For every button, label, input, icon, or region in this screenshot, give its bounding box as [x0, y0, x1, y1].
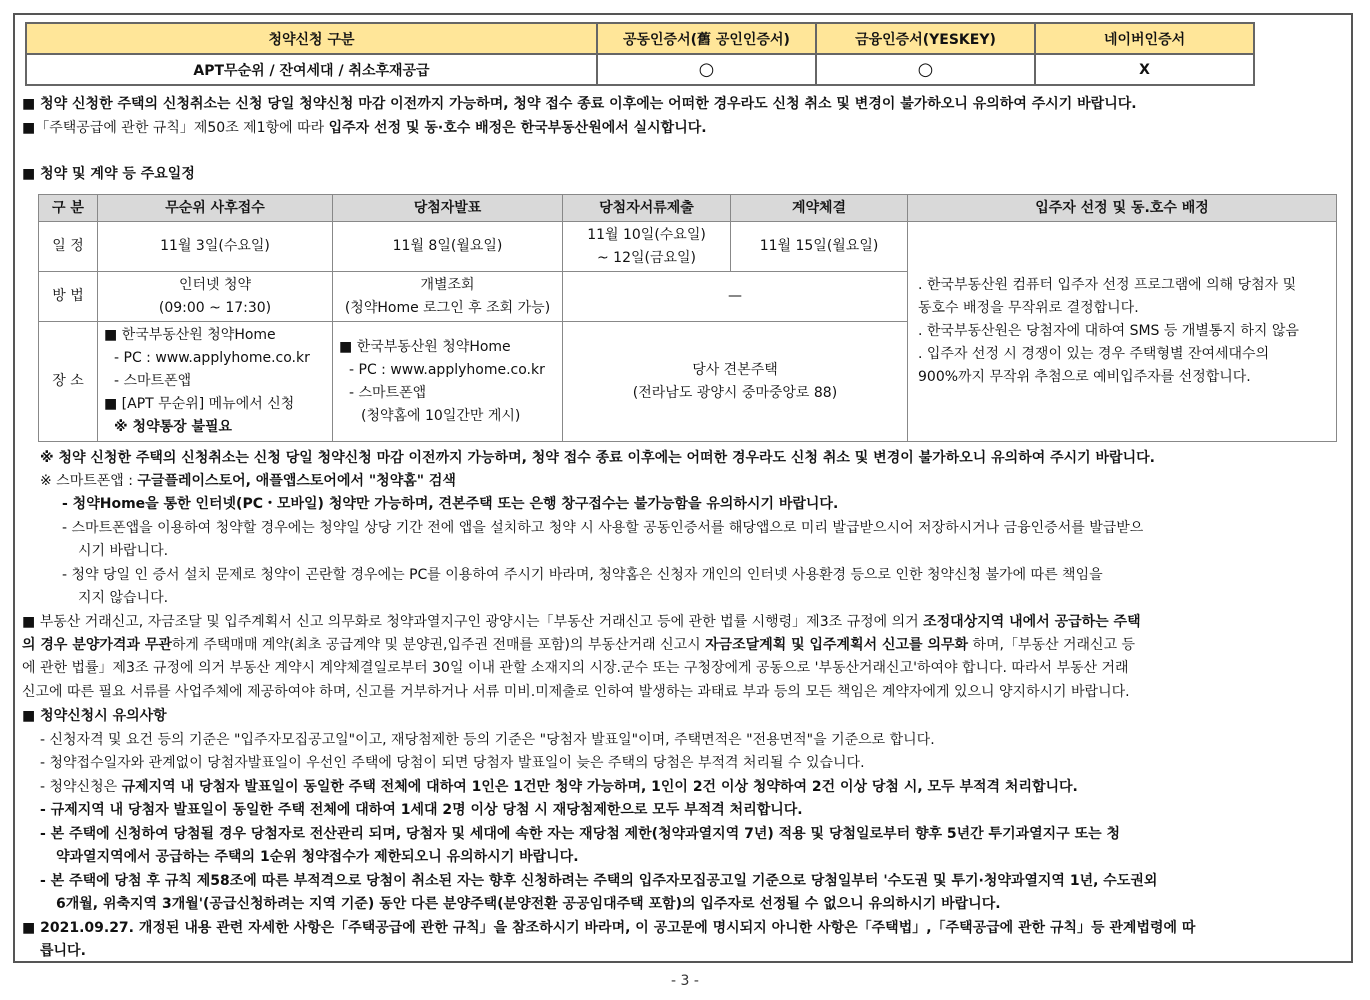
sched-place-model-house: 당사 견본주택 (전라남도 광양시 중마중앙로 88) [563, 322, 908, 442]
caution-6a: - 본 주택에 당첨 후 규칙 제58조에 따른 부적격으로 당첨이 취소된 자는 향후 신청하려는 주택의 입주자모집공고일 기준으로 당첨일부터 '수도권 및 투기·청약과열지역 1년, 수도권외 [40, 873, 1158, 889]
note-smartphone-app: ※ 스마트폰앱 : 구글플레이스토어, 애플앱스토어에서 "청약홈" 검색 [40, 473, 456, 489]
final-line-2: 릅니다. [40, 943, 86, 959]
sched-date-docs: 11월 10일(수요일) ~ 12일(금요일) [563, 222, 731, 272]
sched-date-announce: 11월 8일(월요일) [333, 222, 563, 272]
sched-header-docs: 당첨자서류제출 [563, 195, 731, 222]
cert-header-naver: 네이버인증서 [1035, 23, 1254, 54]
page-number: - 3 - [671, 973, 699, 989]
sched-assign-notes: . 한국부동산원 컴퓨터 입주자 선정 프로그램에 의해 당첨자 및 동호수 배정을 무작위로 결정합니다. . 한국부동산원은 당첨자에 대하여 SMS 등 개별통지 하지 않음 . 입주자 선정 시 경쟁이 있는 경우 주택형별 잔여세대수의 900%까지 무작위 추첨으로 예비입주자를 선정합니다. [908, 222, 1337, 442]
app-line-1: - 청약Home을 통한 인터넷(PC・모바일) 청약만 가능하며, 견본주택 또는 은행 창구접수는 불가능함을 유의하시기 바랍니다. [62, 496, 839, 512]
bullet-square: ■ [22, 120, 36, 136]
sched-date-contract: 11월 15일(월요일) [731, 222, 908, 272]
caution-5a: - 본 주택에 신청하여 당첨될 경우 당첨자로 전산관리 되며, 당첨자 및 세대에 속한 자는 재당첨 제한(청약과열지역 7년) 적용 및 당첨일로부터 향후 5년간 투기과열지구 또는 청 [40, 826, 1121, 842]
certificate-table [25, 22, 1255, 86]
sched-row-method-label: 방 법 [39, 272, 98, 322]
sched-place-announce: ■ 한국부동산원 청약Home - PC : www.applyhome.co.kr - 스마트폰앱 (청약홈에 10일간만 게시) [333, 322, 563, 442]
notice-rule: ■「주택공급에 관한 규칙」제50조 제1항에 따라 입주자 선정 및 동·호수 배정은 한국부동산원에서 실시합니다. [22, 120, 707, 136]
sched-header-assign: 입주자 선정 및 동.호수 배정 [908, 195, 1337, 222]
realestate-line-2: 의 경우 분양가격과 무관하게 주택매매 계약(최초 공급계약 및 분양권,입주권 전매를 포함)의 부동산거래 신고시 자금조달계획 및 입주계획서 신고를 의무화 하며,「부동산 거래신고 등 [22, 637, 1136, 653]
app-line-3b: 지지 않습니다. [78, 590, 169, 606]
caution-title: ■ 청약신청시 유의사항 [22, 708, 167, 724]
sched-header-category: 구 분 [39, 195, 98, 222]
cert-row-naver: X [1035, 54, 1254, 85]
bullet-square: ■ [22, 614, 36, 630]
cert-row-financial: ○ [816, 54, 1035, 85]
app-line-3a: - 청약 당일 인 증서 설치 문제로 청약이 곤란할 경우에는 PC를 이용하여 주시기 바라며, 청약홈은 신청자 개인의 인터넷 사용환경 등으로 인한 청약신청 불가에 따른 책임을 [62, 567, 1103, 583]
sched-method-postapply: 인터넷 청약 (09:00 ~ 17:30) [98, 272, 333, 322]
caution-6b: 6개월, 위축지역 3개월'(공급신청하려는 지역 기준) 동안 다른 분양주택(분양전환 공공임대주택 포함)의 입주자로 선정될 수 없으니 유의하시기 바랍니다. [56, 896, 1001, 912]
final-line-1: ■ 2021.09.27. 개정된 내용 관련 자세한 사항은「주택공급에 관한 규칙」을 참조하시기 바라며, 이 공고문에 명시되지 아니한 사항은「주택법」,「주택공급에 관한 규칙」등 관계법령에 따 [22, 920, 1196, 936]
caution-5b: 약과열지역에서 공급하는 주택의 1순위 청약접수가 제한되오니 유의하시기 바랍니다. [56, 849, 579, 865]
sched-method-docs-contract: — [563, 272, 908, 322]
bullet-square: ■ [22, 708, 36, 724]
bullet-square: ■ [22, 166, 36, 182]
notice-cancel: ■ 청약 신청한 주택의 신청취소는 신청 당일 청약신청 마감 이전까지 가능하며, 청약 접수 종료 이후에는 어떠한 경우라도 신청 취소 및 변경이 불가하오니 유의하여 주시기 바랍니다. [22, 96, 1137, 112]
cert-header-joint: 공동인증서(舊 공인인증서) [597, 23, 816, 54]
app-line-2b: 시기 바랍니다. [78, 543, 169, 559]
app-line-2a: - 스마트폰앱을 이용하여 청약할 경우에는 청약일 상당 기간 전에 앱을 설치하고 청약 시 사용할 공동인증서를 해당앱으로 미리 발급받으시어 저장하시거나 금융인증서를 발급받으 [62, 520, 1144, 536]
schedule-table [38, 194, 1337, 442]
sched-date-postapply: 11월 3일(수요일) [98, 222, 333, 272]
caution-4: - 규제지역 내 당첨자 발표일이 동일한 주택 전체에 대하여 1세대 2명 이상 당첨 시 재당첨제한으로 모두 부적격 처리합니다. [40, 802, 803, 818]
realestate-line-1: ■ 부동산 거래신고, 자금조달 및 입주계획서 신고 의무화로 청약과열지구인 광양시는「부동산 거래신고 등에 관한 법률 시행령」제3조 규정에 의거 조정대상지역 내에서 공급하는 주택 [22, 614, 1141, 630]
caution-3: - 청약신청은 규제지역 내 당첨자 발표일이 동일한 주택 전체에 대하여 1인은 1건만 청약 가능하며, 1인이 2건 이상 청약하여 2건 이상 당첨 시, 모두 부적격 처리합니다. [40, 779, 1078, 795]
cert-row-type: APT무순위 / 잔여세대 / 취소후재공급 [26, 54, 597, 85]
cert-header-type: 청약신청 구분 [26, 23, 597, 54]
sched-header-postapply: 무순위 사후접수 [98, 195, 333, 222]
schedule-title: ■ 청약 및 계약 등 주요일정 [22, 166, 195, 182]
bullet-square: ■ [22, 920, 36, 936]
sched-header-announce: 당첨자발표 [333, 195, 563, 222]
cert-header-financial: 금융인증서(YESKEY) [816, 23, 1035, 54]
sched-row-place-label: 장 소 [39, 322, 98, 442]
realestate-line-4: 신고에 따른 필요 서류를 사업주체에 제공하여야 하며, 신고를 거부하거나 서류 미비.미제출로 인하여 발생하는 과태료 부과 등의 모든 책임은 계약자에게 있으니 양지하시기 바랍니다. [22, 684, 1130, 700]
caution-2: - 청약접수일자와 관계없이 당첨자발표일이 우선인 주택에 당첨이 되면 당첨자 발표일이 늦은 주택의 당첨은 부적격 처리될 수 있습니다. [40, 755, 865, 771]
sched-row-date-label: 일 정 [39, 222, 98, 272]
cert-row-joint: ○ [597, 54, 816, 85]
realestate-line-3: 에 관한 법률」제3조 규정에 의거 부동산 계약시 계약체결일로부터 30일 이내 관할 소재지의 시장.군수 또는 구청장에게 공동으로 '부동산거래신고'하여야 합니다. 따라서 부동산 거래 [22, 660, 1129, 676]
sched-place-postapply: ■ 한국부동산원 청약Home - PC : www.applyhome.co.kr - 스마트폰앱 ■ [APT 무순위] 메뉴에서 신청 ※ 청약통장 불필요 [98, 322, 333, 442]
sched-header-contract: 계약체결 [731, 195, 908, 222]
sched-method-announce: 개별조회 (청약Home 로그인 후 조회 가능) [333, 272, 563, 322]
caution-1: - 신청자격 및 요건 등의 기준은 "입주자모집공고일"이고, 재당첨제한 등의 기준은 "당첨자 발표일"이며, 주택면적은 "전용면적"을 기준으로 합니다. [40, 732, 935, 748]
note-cancel: ※ 청약 신청한 주택의 신청취소는 신청 당일 청약신청 마감 이전까지 가능하며, 청약 접수 종료 이후에는 어떠한 경우라도 신청 취소 및 변경이 불가하오니 유의하여 주시기 바랍니다. [40, 450, 1155, 466]
bullet-square: ■ [22, 96, 36, 112]
